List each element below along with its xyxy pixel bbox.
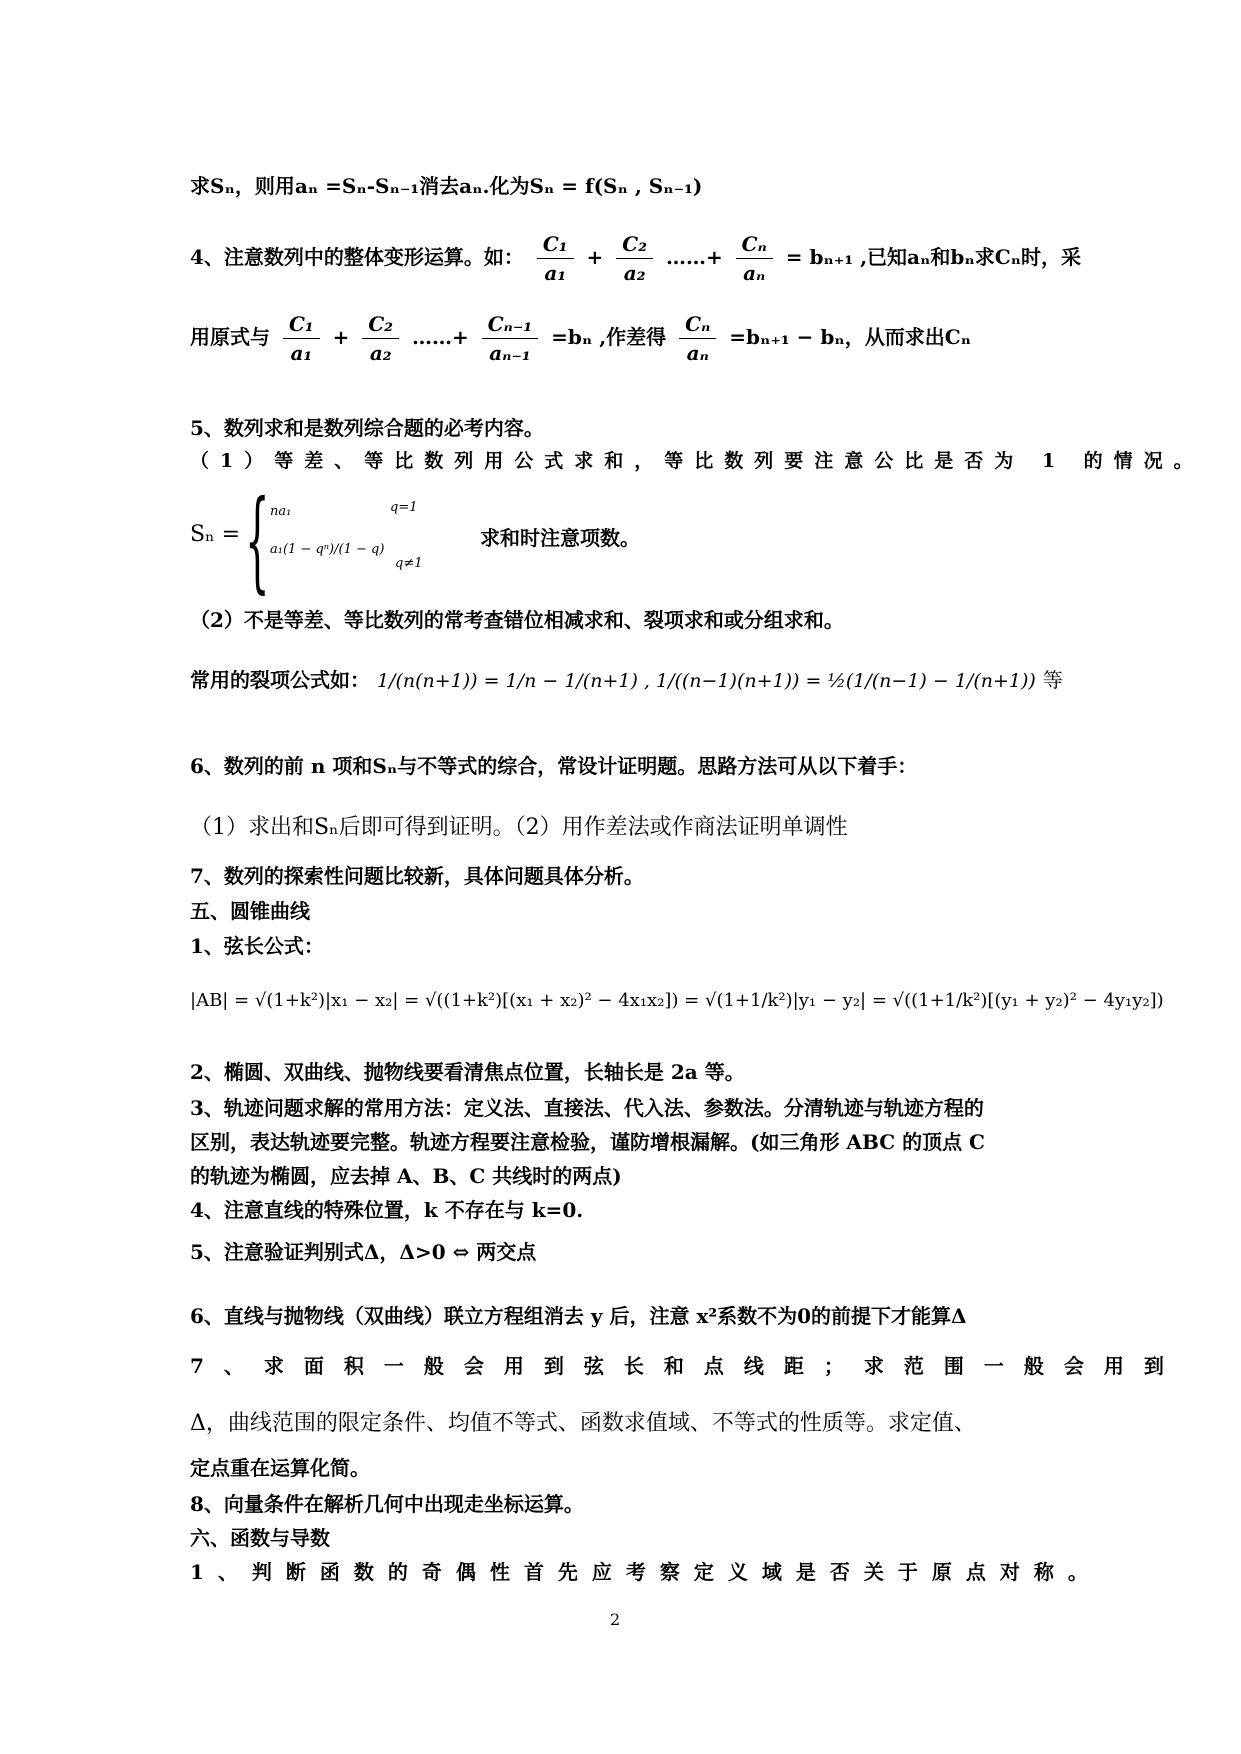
line-func-1: 1、判断函数的奇偶性首先应考察定义域是否关于原点对称。 [190, 1560, 1102, 1584]
line-item5-2: （2）不是等差、等比数列的常考查错位相减求和、裂项求和或分组求和。 [190, 608, 844, 632]
brace: { [245, 476, 270, 604]
item4-prefix: 4、注意数列中的整体变形运算。如： [190, 245, 524, 269]
line-conic-8: 8、向量条件在解析几何中出现走坐标运算。 [190, 1492, 584, 1516]
line-conic-4: 4、注意直线的特殊位置，k 不存在与 k=0. [190, 1198, 584, 1222]
line-conic-5: 5、注意验证判别式Δ，Δ>0 ⇔ 两交点 [190, 1240, 537, 1264]
line-item7: 7、数列的探索性问题比较新，具体问题具体分析。 [190, 864, 644, 888]
pf-suffix: 等 [1042, 668, 1063, 692]
plus-sign: + [586, 245, 604, 269]
line-item4-transform [190, 232, 1081, 285]
line-item6-methods: （1）求出和Sₙ后即可得到证明。（2）用作差法或作商法证明单调性 [190, 815, 848, 840]
line-conic-7a: 7、求面积一般会用到弦长和点线距；求范围一般会用到 [190, 1354, 1184, 1378]
dots-b: ……+ [412, 325, 469, 349]
frac-cn1-an1: $\frac{\text{Cₙ₋₁}}{\text{aₙ₋₁}}$ [482, 312, 538, 365]
sn-note: 求和时注意项数。 [480, 526, 640, 550]
pf-formula: 1/(n(n+1)) = 1/n − 1/(n+1) , 1/((n−1)(n+1)) = ½(1/(n−1) − 1/(n+1)) [376, 670, 1036, 692]
line-conic-7c: 定点重在运算化简。 [190, 1456, 370, 1480]
diff-prefix: 用原式与 [190, 325, 270, 349]
frac-cn-an-b: $\frac{\text{Cₙ}}{\text{aₙ}}$ [679, 312, 716, 365]
section-conic: 五、圆锥曲线 [190, 899, 310, 923]
pf-prefix: 常用的裂项公式如： [190, 668, 370, 692]
plus-sign-b: + [332, 325, 350, 349]
item4-suffix: = bₙ₊₁ ,已知aₙ和bₙ求Cₙ时，采 [785, 245, 1082, 269]
line-partial-fractions [190, 664, 1063, 693]
diff-suffix: =bₙ₊₁ − bₙ，从而求出Cₙ [729, 325, 971, 349]
line-chord-formula: |AB| = √(1+k²)|x₁ − x₂| = √((1+k²)[(x₁ + x₂)² − 4x₁x₂]) = √(1+1/k²)|y₁ − y₂| = √((1+1/k²)[(y₁ + y₂)² − 4y₁y₂]) [190, 990, 1164, 1011]
case-2-expr: a₁(1 − qⁿ)/(1 − q) [270, 542, 385, 557]
line-conic-3a: 3、轨迹问题求解的常用方法：定义法、直接法、代入法、参数法。分清轨迹与轨迹方程的 [190, 1096, 984, 1120]
line-item5-1: （1）等差、等比数列用公式求和，等比数列要注意公比是否为 1 的情况。 [190, 450, 1204, 472]
line-sn-substitution: 求Sₙ，则用aₙ =Sₙ-Sₙ₋₁消去aₙ.化为Sₙ = f(Sₙ , Sₙ₋₁) [190, 174, 703, 198]
frac-c1-a1-b: $\frac{\text{C₁}}{\text{a₁}}$ [283, 312, 320, 365]
case-2-cond: q≠1 [395, 556, 423, 571]
frac-cn-an: $\frac{\text{Cₙ}}{\text{aₙ}}$ [736, 232, 773, 285]
sn-label: Sₙ = [190, 522, 241, 547]
line-conic-3b: 区别，表达轨迹要完整。轨迹方程要注意检验，谨防增根漏解。(如三角形 ABC 的顶点 C [190, 1130, 985, 1154]
frac-c2-a2: $\frac{\text{C₂}}{\text{a₂}}$ [616, 232, 653, 285]
line-conic-7b: Δ，曲线范围的限定条件、均值不等式、函数求值域、不等式的性质等。求定值、 [190, 1411, 976, 1436]
frac-c1-a1: $\frac{\text{C₁}}{\text{a₁}}$ [537, 232, 574, 285]
dots: ……+ [665, 245, 723, 269]
page-number: 2 [610, 1610, 621, 1629]
line-conic-3c: 的轨迹为椭圆，应去掉 A、B、C 共线时的两点) [190, 1164, 622, 1188]
line-conic-2: 2、椭圆、双曲线、抛物线要看清焦点位置，长轴长是 2a 等。 [190, 1060, 745, 1084]
line-conic-6: 6、直线与抛物线（双曲线）联立方程组消去 y 后，注意 x²系数不为0的前提下才能算Δ [190, 1304, 967, 1328]
line-item5: 5、数列求和是数列综合题的必考内容。 [190, 416, 544, 440]
diff-mid: =bₙ ,作差得 [551, 325, 667, 349]
case-1-cond: q=1 [390, 500, 418, 515]
line-item6: 6、数列的前 n 项和Sₙ与不等式的综合，常设计证明题。思路方法可从以下着手： [190, 754, 918, 778]
line-chord-title: 1、弦长公式： [190, 934, 324, 958]
frac-c2-a2-b: $\frac{\text{C₂}}{\text{a₂}}$ [362, 312, 399, 365]
case-1-expr: na₁ [270, 504, 292, 519]
section-functions: 六、函数与导数 [190, 1526, 330, 1550]
sn-piecewise [190, 476, 890, 604]
line-difference [190, 312, 971, 365]
